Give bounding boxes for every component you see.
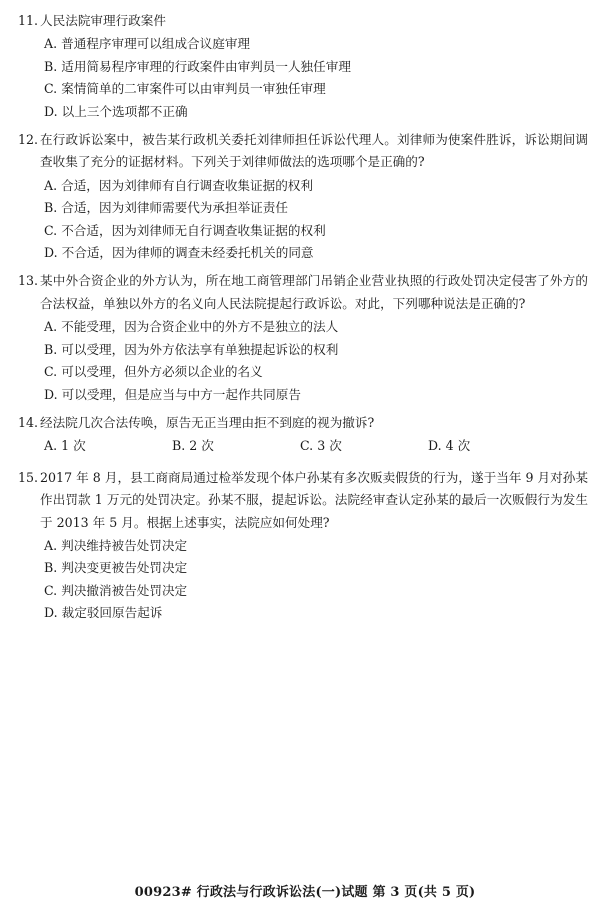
option-a[interactable]: A. 不能受理，因为合资企业中的外方不是独立的法人 <box>44 319 339 335</box>
option-c[interactable]: C. 3 次 <box>300 438 342 454</box>
option-a[interactable]: A. 判决维持被告处罚决定 <box>44 537 188 553</box>
question-stem-row <box>18 10 588 32</box>
question-stem-row <box>18 270 588 315</box>
question-item <box>18 412 588 458</box>
option-c[interactable]: C. 不合适，因为刘律师无自行调查收集证据的权利 <box>44 222 326 238</box>
option-list <box>18 535 588 625</box>
option-b[interactable]: B. 可以受理，因为外方依法享有单独提起诉讼的权利 <box>44 341 339 357</box>
question-item <box>18 467 588 625</box>
option-b[interactable]: B. 适用简易程序审理的行政案件由审判员一人独任审理 <box>44 58 351 74</box>
page-footer: 00923# 行政法与行政诉讼法(一)试题 第 3 页(共 5 页) <box>134 885 476 900</box>
option-b[interactable]: B. 判决变更被告处罚决定 <box>44 560 188 576</box>
option-list <box>18 33 588 123</box>
question-item <box>18 129 588 264</box>
question-number: 14. <box>18 414 39 430</box>
question-stem: 在行政诉讼案中，被告某行政机关委托刘律师担任诉讼代理人。刘律师为使案件胜诉，诉讼期间调查收集了充分的证据材料。下列关于刘律师做法的选项哪个是正确的? <box>40 132 588 170</box>
question-stem-row <box>18 129 588 174</box>
option-d[interactable]: D. 以上三个选项都不正确 <box>44 103 188 119</box>
option-a[interactable]: A. 1 次 <box>44 438 86 454</box>
option-list <box>18 435 588 457</box>
option-c[interactable]: C. 判决撤消被告处罚决定 <box>44 582 188 598</box>
question-stem: 2017 年 8 月，县工商商局通过检举发现个体户孙某有多次贩卖假货的行为，遂于当年 9 月对孙某作出罚款 1 万元的处罚决定。孙某不服，提起诉讼。法院经审查认定孙某的最后一次贩假行为发生于 2013 年 5 月。根据上述事实，法院应如何处理? <box>40 469 588 530</box>
question-item <box>18 10 588 123</box>
question-number: 15. <box>18 469 39 485</box>
option-b[interactable]: B. 2 次 <box>172 438 214 454</box>
question-stem: 人民法院审理行政案件 <box>40 13 166 28</box>
option-d[interactable]: D. 4 次 <box>428 438 471 454</box>
question-item <box>18 270 588 405</box>
question-stem-row <box>18 412 588 434</box>
option-list <box>18 316 588 406</box>
question-stem: 某中外合资企业的外方认为，所在地工商管理部门吊销企业营业执照的行政处罚决定侵害了外方的合法权益，单独以外方的名义向人民法院提起行政诉讼。对此，下列哪种说法是正确的? <box>40 273 588 311</box>
question-number: 12. <box>18 132 39 148</box>
question-stem: 经法院几次合法传唤，原告无正当理由拒不到庭的视为撤诉? <box>40 414 375 430</box>
option-d[interactable]: D. 不合适，因为律师的调查未经委托机关的同意 <box>44 245 314 261</box>
option-d[interactable]: D. 裁定驳回原告起诉 <box>44 605 163 621</box>
option-a[interactable]: A. 合适，因为刘律师有自行调查收集证据的权利 <box>44 177 313 193</box>
option-d[interactable]: D. 可以受理，但是应当与中方一起作共同原告 <box>44 386 301 402</box>
option-c[interactable]: C. 可以受理，但外方必须以企业的名义 <box>44 364 263 380</box>
option-a[interactable]: A. 普通程序审理可以组成合议庭审理 <box>44 36 251 52</box>
question-stem-row <box>18 467 588 534</box>
question-number: 13. <box>18 273 39 289</box>
option-c[interactable]: C. 案情简单的二审案件可以由审判员一审独任审理 <box>44 81 326 97</box>
question-number: 11. <box>18 13 39 28</box>
option-list <box>18 175 588 265</box>
option-b[interactable]: B. 合适，因为刘律师需要代为承担举证责任 <box>44 200 288 216</box>
